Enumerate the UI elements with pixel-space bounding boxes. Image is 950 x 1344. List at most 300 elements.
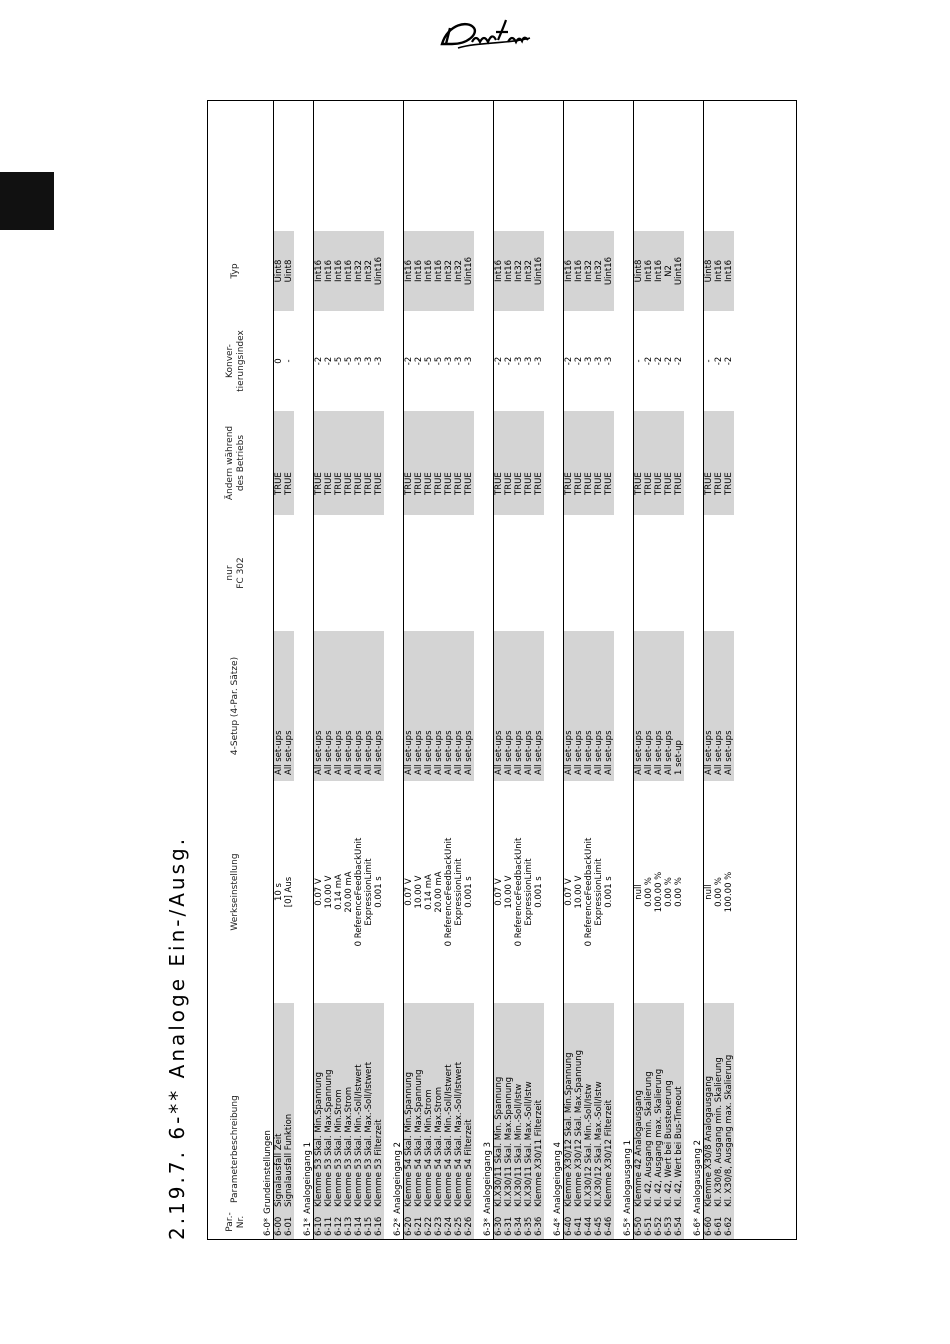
col-header-conv — [208, 311, 263, 411]
parameter-table — [207, 100, 797, 1240]
group-id: 6-3* — [483, 1217, 493, 1236]
param-default: null — [704, 884, 714, 900]
param-conversion-index: -2 — [504, 356, 514, 366]
param-conversion-index: -2 — [324, 356, 334, 366]
param-setup: All set-ups — [574, 631, 584, 781]
param-fc302 — [574, 515, 584, 631]
param-setup: All set-ups — [634, 631, 644, 781]
param-conversion-index: -2 — [404, 356, 414, 366]
table-row — [354, 101, 364, 1239]
table-row — [364, 101, 374, 1239]
table-row — [404, 101, 414, 1239]
param-change-running: TRUE — [494, 411, 504, 515]
param-type: Uint8 — [274, 231, 284, 311]
section-title — [155, 836, 199, 1240]
col-header-type: Typ — [230, 263, 240, 279]
param-fc302 — [654, 515, 664, 631]
param-setup: All set-ups — [514, 631, 524, 781]
table-body — [263, 101, 734, 1239]
param-description: Kl.X30/11 Skal. Min.-Soll/Istw — [514, 1003, 524, 1211]
param-type: Int16 — [434, 231, 444, 311]
param-fc302 — [564, 515, 574, 631]
param-conversion-index: - — [284, 359, 294, 363]
param-number: 6-52 — [654, 1211, 664, 1239]
param-setup: All set-ups — [274, 631, 284, 781]
param-number: 6-16 — [374, 1211, 384, 1239]
param-number: 6-12 — [334, 1211, 344, 1239]
table-row — [454, 101, 464, 1239]
param-setup: All set-ups — [594, 631, 604, 781]
param-number: 6-53 — [664, 1211, 674, 1239]
param-fc302 — [314, 515, 324, 631]
table-row — [284, 101, 294, 1239]
param-default: 0 ReferenceFeedbackUnit — [354, 837, 364, 947]
param-type: Int16 — [314, 231, 324, 311]
param-fc302 — [714, 515, 724, 631]
param-default: 10.00 V — [504, 875, 514, 909]
param-description: Klemme 54 Skal. Max.Spannung — [414, 1003, 424, 1211]
param-conversion-index: -3 — [604, 356, 614, 366]
param-number: 6-23 — [434, 1211, 444, 1239]
table-row — [314, 101, 324, 1239]
param-type: Int32 — [444, 231, 454, 311]
param-number: 6-45 — [594, 1211, 604, 1239]
param-number: 6-21 — [414, 1211, 424, 1239]
table-row — [414, 101, 424, 1239]
param-setup: All set-ups — [324, 631, 334, 781]
param-number: 6-31 — [504, 1211, 514, 1239]
param-type: Uint8 — [284, 231, 294, 311]
param-setup: All set-ups — [414, 631, 424, 781]
param-change-running: TRUE — [574, 411, 584, 515]
param-number: 6-01 — [284, 1211, 294, 1239]
param-setup: All set-ups — [334, 631, 344, 781]
group-id: 6-2* — [393, 1217, 403, 1236]
table-row — [574, 101, 584, 1239]
col-header-change-line2: des Betriebs — [235, 434, 246, 492]
param-conversion-index: -3 — [444, 356, 454, 366]
table-row — [714, 101, 724, 1239]
col-header-conv-line2: tierungsindex — [235, 330, 246, 392]
param-number: 6-26 — [464, 1211, 474, 1239]
param-type: Int32 — [594, 231, 604, 311]
group-id: 6-4* — [553, 1217, 563, 1236]
param-conversion-index: -5 — [434, 356, 444, 366]
param-fc302 — [344, 515, 354, 631]
param-number: 6-10 — [314, 1211, 324, 1239]
chapter-tab-marker — [0, 172, 54, 230]
group-spacer — [474, 101, 483, 1239]
param-change-running: TRUE — [724, 411, 734, 515]
group-header-row — [623, 101, 634, 1239]
table-row — [274, 101, 284, 1239]
table-header — [208, 101, 263, 1239]
param-description: Klemme 53 Filterzeit — [374, 1003, 384, 1211]
col-header-desc: Parameterbeschreibung — [230, 1095, 240, 1203]
param-change-running: TRUE — [584, 411, 594, 515]
param-setup: All set-ups — [604, 631, 614, 781]
section-title-text: 6-** Analoge Ein-/Ausg. — [165, 835, 189, 1140]
param-default: 0.00 % — [664, 877, 674, 907]
param-fc302 — [374, 515, 384, 631]
param-conversion-index: -2 — [724, 356, 734, 366]
param-type: Int16 — [564, 231, 574, 311]
param-fc302 — [704, 515, 714, 631]
col-header-fc302 — [208, 515, 263, 631]
param-fc302 — [334, 515, 344, 631]
param-conversion-index: -2 — [714, 356, 724, 366]
param-type: Int16 — [424, 231, 434, 311]
param-type: Int32 — [584, 231, 594, 311]
table-row — [464, 101, 474, 1239]
param-default: 0.001 s — [464, 876, 474, 908]
table-row — [664, 101, 674, 1239]
param-description: Klemme 53 Skal. Min.Strom — [334, 1003, 344, 1211]
param-number: 6-22 — [424, 1211, 434, 1239]
param-fc302 — [464, 515, 474, 631]
table-row — [524, 101, 534, 1239]
param-type: Uint16 — [374, 231, 384, 311]
param-setup: All set-ups — [314, 631, 324, 781]
param-conversion-index: -3 — [514, 356, 524, 366]
param-default: 0.001 s — [604, 876, 614, 908]
param-default: ExpressionLimit — [594, 858, 604, 926]
param-fc302 — [454, 515, 464, 631]
param-change-running: TRUE — [634, 411, 644, 515]
param-change-running: TRUE — [564, 411, 574, 515]
param-description: Kl.X30/12 Skal. Min.-Soll/Istw — [584, 1003, 594, 1211]
param-type: Uint8 — [704, 231, 714, 311]
group-name: Analogausgang 2 — [693, 1139, 703, 1214]
param-default: 0.07 V — [494, 878, 504, 906]
param-setup: All set-ups — [564, 631, 574, 781]
param-change-running: TRUE — [504, 411, 514, 515]
param-default: 0 ReferenceFeedbackUnit — [444, 837, 454, 947]
table-row — [494, 101, 504, 1239]
param-default: 0 ReferenceFeedbackUnit — [514, 837, 524, 947]
group-id: 6-5* — [623, 1217, 633, 1236]
param-default: ExpressionLimit — [524, 858, 534, 926]
col-header-fc302-line2: FC 302 — [235, 557, 246, 589]
param-conversion-index: -5 — [334, 356, 344, 366]
table-row — [724, 101, 734, 1239]
param-number: 6-62 — [724, 1211, 734, 1239]
param-fc302 — [634, 515, 644, 631]
param-description: Kl. 42, Wert bei Bus-Timeout — [674, 1003, 684, 1211]
table-row — [654, 101, 664, 1239]
param-setup: All set-ups — [504, 631, 514, 781]
group-header-row — [303, 101, 314, 1239]
param-default: 0.00 % — [714, 877, 724, 907]
group-id: 6-6* — [693, 1217, 703, 1236]
param-conversion-index: 0 — [274, 358, 284, 364]
param-fc302 — [404, 515, 414, 631]
param-fc302 — [604, 515, 614, 631]
param-default: 0.07 V — [314, 878, 324, 906]
param-change-running: TRUE — [644, 411, 654, 515]
param-change-running: TRUE — [674, 411, 684, 515]
param-setup: All set-ups — [284, 631, 294, 781]
param-description: Klemme 42 Analogausgang — [634, 1003, 644, 1211]
param-conversion-index: -5 — [424, 356, 434, 366]
col-header-setup: 4-Setup (4-Par. Sätze) — [230, 656, 240, 756]
param-description: Klemme 54 Skal. Min.Spannung — [404, 1003, 414, 1211]
param-type: Int32 — [524, 231, 534, 311]
param-description: Klemme 54 Skal. Min.Strom — [424, 1003, 434, 1211]
section-number: 2.19.7. — [165, 1149, 189, 1240]
param-description: Klemme 53 Skal. Max.-Soll/Istwert — [364, 1003, 374, 1211]
param-number: 6-30 — [494, 1211, 504, 1239]
param-setup: 1 set-up — [674, 631, 684, 781]
param-description: Klemme 54 Skal. Min.-Soll/Istwert — [444, 1003, 454, 1211]
param-type: Uint16 — [604, 231, 614, 311]
param-setup: All set-ups — [724, 631, 734, 781]
table-row — [324, 101, 334, 1239]
param-description: Signalausfall Zeit — [274, 1003, 284, 1211]
param-description: Klemme 53 Skal. Max.Spannung — [324, 1003, 334, 1211]
param-change-running: TRUE — [324, 411, 334, 515]
param-fc302 — [324, 515, 334, 631]
param-fc302 — [504, 515, 514, 631]
param-setup: All set-ups — [494, 631, 504, 781]
param-fc302 — [284, 515, 294, 631]
param-type: Int16 — [724, 231, 734, 311]
param-setup: All set-ups — [444, 631, 454, 781]
param-type: Int16 — [324, 231, 334, 311]
param-conversion-index: -3 — [454, 356, 464, 366]
param-default: 0.00 % — [674, 877, 684, 907]
param-type: Int32 — [514, 231, 524, 311]
group-id: 6-1* — [303, 1217, 313, 1236]
param-number: 6-11 — [324, 1211, 334, 1239]
param-change-running: TRUE — [514, 411, 524, 515]
param-number: 6-13 — [344, 1211, 354, 1239]
param-description: Kl.X30/11 Skal. Min. Spannung — [494, 1003, 504, 1211]
group-name: Analogeingang 1 — [303, 1142, 313, 1214]
param-default: 0.14 mA — [424, 874, 434, 910]
group-header-row — [553, 101, 564, 1239]
param-setup: All set-ups — [434, 631, 444, 781]
table-row — [604, 101, 614, 1239]
param-fc302 — [534, 515, 544, 631]
param-number: 6-24 — [444, 1211, 454, 1239]
param-number: 6-61 — [714, 1211, 724, 1239]
param-type: Int16 — [644, 231, 654, 311]
param-type: Int32 — [364, 231, 374, 311]
param-default: 10.00 V — [324, 875, 334, 909]
param-fc302 — [274, 515, 284, 631]
param-description: Signalausfall Funktion — [284, 1003, 294, 1211]
param-setup: All set-ups — [704, 631, 714, 781]
param-default: ExpressionLimit — [364, 858, 374, 926]
param-change-running: TRUE — [604, 411, 614, 515]
param-number: 6-14 — [354, 1211, 364, 1239]
param-setup: All set-ups — [344, 631, 354, 781]
param-change-running: TRUE — [454, 411, 464, 515]
param-default: null — [634, 884, 644, 900]
param-type: Int32 — [354, 231, 364, 311]
param-description: Klemme 53 Skal. Max.Strom — [344, 1003, 354, 1211]
param-change-running: TRUE — [364, 411, 374, 515]
param-description: Klemme 53 Skal. Min.-Soll/Istwert — [354, 1003, 364, 1211]
param-fc302 — [364, 515, 374, 631]
param-number: 6-34 — [514, 1211, 524, 1239]
param-type: Int16 — [404, 231, 414, 311]
param-description: Klemme X30/12 Skal. Min.Spannung — [564, 1003, 574, 1211]
param-change-running: TRUE — [444, 411, 454, 515]
param-type: Int16 — [504, 231, 514, 311]
param-change-running: TRUE — [274, 411, 284, 515]
group-spacer — [684, 101, 693, 1239]
table-row — [334, 101, 344, 1239]
param-number: 6-40 — [564, 1211, 574, 1239]
param-change-running: TRUE — [464, 411, 474, 515]
param-type: Int32 — [454, 231, 464, 311]
group-id: 6-0* — [263, 1217, 273, 1236]
param-description: Klemme X30/12 Skal. Max.Spannung — [574, 1003, 584, 1211]
param-number: 6-60 — [704, 1211, 714, 1239]
table-row — [534, 101, 544, 1239]
param-number: 6-36 — [534, 1211, 544, 1239]
param-setup: All set-ups — [464, 631, 474, 781]
param-description: Kl. 42, Wert bei Bussteuerung — [664, 1003, 674, 1211]
param-number: 6-54 — [674, 1211, 684, 1239]
group-header-row — [263, 101, 274, 1239]
param-setup: All set-ups — [404, 631, 414, 781]
col-header-default: Werkseinstellung — [230, 853, 240, 931]
param-number: 6-20 — [404, 1211, 414, 1239]
table-row — [584, 101, 594, 1239]
param-conversion-index: -2 — [664, 356, 674, 366]
col-header-conv-line1: Konver- — [224, 344, 235, 378]
param-change-running: TRUE — [424, 411, 434, 515]
group-header-row — [393, 101, 404, 1239]
group-header-row — [483, 101, 494, 1239]
param-setup: All set-ups — [714, 631, 724, 781]
param-fc302 — [414, 515, 424, 631]
group-name: Analogeingang 4 — [553, 1142, 563, 1214]
param-number: 6-51 — [644, 1211, 654, 1239]
group-name: Analogeingang 2 — [393, 1142, 403, 1214]
param-fc302 — [644, 515, 654, 631]
param-conversion-index: -2 — [674, 356, 684, 366]
param-setup: All set-ups — [534, 631, 544, 781]
table-row — [504, 101, 514, 1239]
table-row — [344, 101, 354, 1239]
param-conversion-index: -3 — [364, 356, 374, 366]
param-description: Kl.X30/11 Skal. Max.-Soll/Istw — [524, 1003, 534, 1211]
param-change-running: TRUE — [284, 411, 294, 515]
group-spacer — [294, 101, 303, 1239]
param-default: 0.07 V — [564, 878, 574, 906]
param-change-running: TRUE — [334, 411, 344, 515]
param-type: Int16 — [334, 231, 344, 311]
param-fc302 — [584, 515, 594, 631]
param-default: 0.14 mA — [334, 874, 344, 910]
group-name: Analogausgang 1 — [623, 1139, 633, 1214]
param-type: Uint16 — [534, 231, 544, 311]
param-number: 6-46 — [604, 1211, 614, 1239]
table-row — [514, 101, 524, 1239]
group-name: Analogeingang 3 — [483, 1142, 493, 1214]
param-fc302 — [524, 515, 534, 631]
param-setup: All set-ups — [654, 631, 664, 781]
param-change-running: TRUE — [344, 411, 354, 515]
param-fc302 — [434, 515, 444, 631]
param-setup: All set-ups — [354, 631, 364, 781]
param-type: Int16 — [414, 231, 424, 311]
param-default: 20.00 mA — [434, 871, 444, 913]
group-spacer — [544, 101, 553, 1239]
param-fc302 — [674, 515, 684, 631]
param-conversion-index: -3 — [584, 356, 594, 366]
param-setup: All set-ups — [524, 631, 534, 781]
param-number: 6-50 — [634, 1211, 644, 1239]
param-description: Kl.X30/12 Skal. Max.-Soll/Istw — [594, 1003, 604, 1211]
param-change-running: TRUE — [654, 411, 664, 515]
param-change-running: TRUE — [524, 411, 534, 515]
param-default: [0] Aus — [284, 876, 294, 908]
table-row — [424, 101, 434, 1239]
param-type: N2 — [664, 231, 674, 311]
param-setup: All set-ups — [374, 631, 384, 781]
param-fc302 — [594, 515, 604, 631]
param-default: 0 ReferenceFeedbackUnit — [584, 837, 594, 947]
param-default: 0.001 s — [374, 876, 384, 908]
param-conversion-index: -2 — [314, 356, 324, 366]
param-description: Klemme 54 Skal. Max.-Soll/Istwert — [454, 1003, 464, 1211]
param-fc302 — [444, 515, 454, 631]
param-conversion-index: -2 — [494, 356, 504, 366]
param-conversion-index: -2 — [414, 356, 424, 366]
param-description: Kl. X30/8, Ausgang max. Skalierung — [724, 1003, 734, 1211]
param-description: Kl. 42, Ausgang max. Skalierung — [654, 1003, 664, 1211]
param-change-running: TRUE — [594, 411, 604, 515]
table-row — [434, 101, 444, 1239]
param-default: 10.00 V — [574, 875, 584, 909]
param-description: Klemme X30/11 Filterzeit — [534, 1003, 544, 1211]
param-conversion-index: -2 — [654, 356, 664, 366]
param-default: 0.001 s — [534, 876, 544, 908]
param-type: Int16 — [574, 231, 584, 311]
param-description: Klemme 54 Filterzeit — [464, 1003, 474, 1211]
danfoss-logo — [438, 14, 534, 54]
param-change-running: TRUE — [714, 411, 724, 515]
table-row — [444, 101, 454, 1239]
param-setup: All set-ups — [364, 631, 374, 781]
table-row — [704, 101, 714, 1239]
col-header-change — [208, 411, 263, 515]
param-type: Uint16 — [464, 231, 474, 311]
param-description: Klemme 54 Skal. Max.Strom — [434, 1003, 444, 1211]
param-setup: All set-ups — [644, 631, 654, 781]
param-fc302 — [514, 515, 524, 631]
param-type: Int16 — [494, 231, 504, 311]
param-setup: All set-ups — [454, 631, 464, 781]
table-row — [674, 101, 684, 1239]
param-type: Int16 — [714, 231, 724, 311]
param-change-running: TRUE — [374, 411, 384, 515]
param-default: 0.07 V — [404, 878, 414, 906]
param-setup: All set-ups — [424, 631, 434, 781]
param-description: Klemme 53 Skal. Min.Spannung — [314, 1003, 324, 1211]
col-header-fc302-line1: nur — [224, 565, 235, 581]
param-default: 0.00 % — [644, 877, 654, 907]
param-number: 6-25 — [454, 1211, 464, 1239]
param-conversion-index: -3 — [524, 356, 534, 366]
param-change-running: TRUE — [664, 411, 674, 515]
param-conversion-index: -3 — [464, 356, 474, 366]
